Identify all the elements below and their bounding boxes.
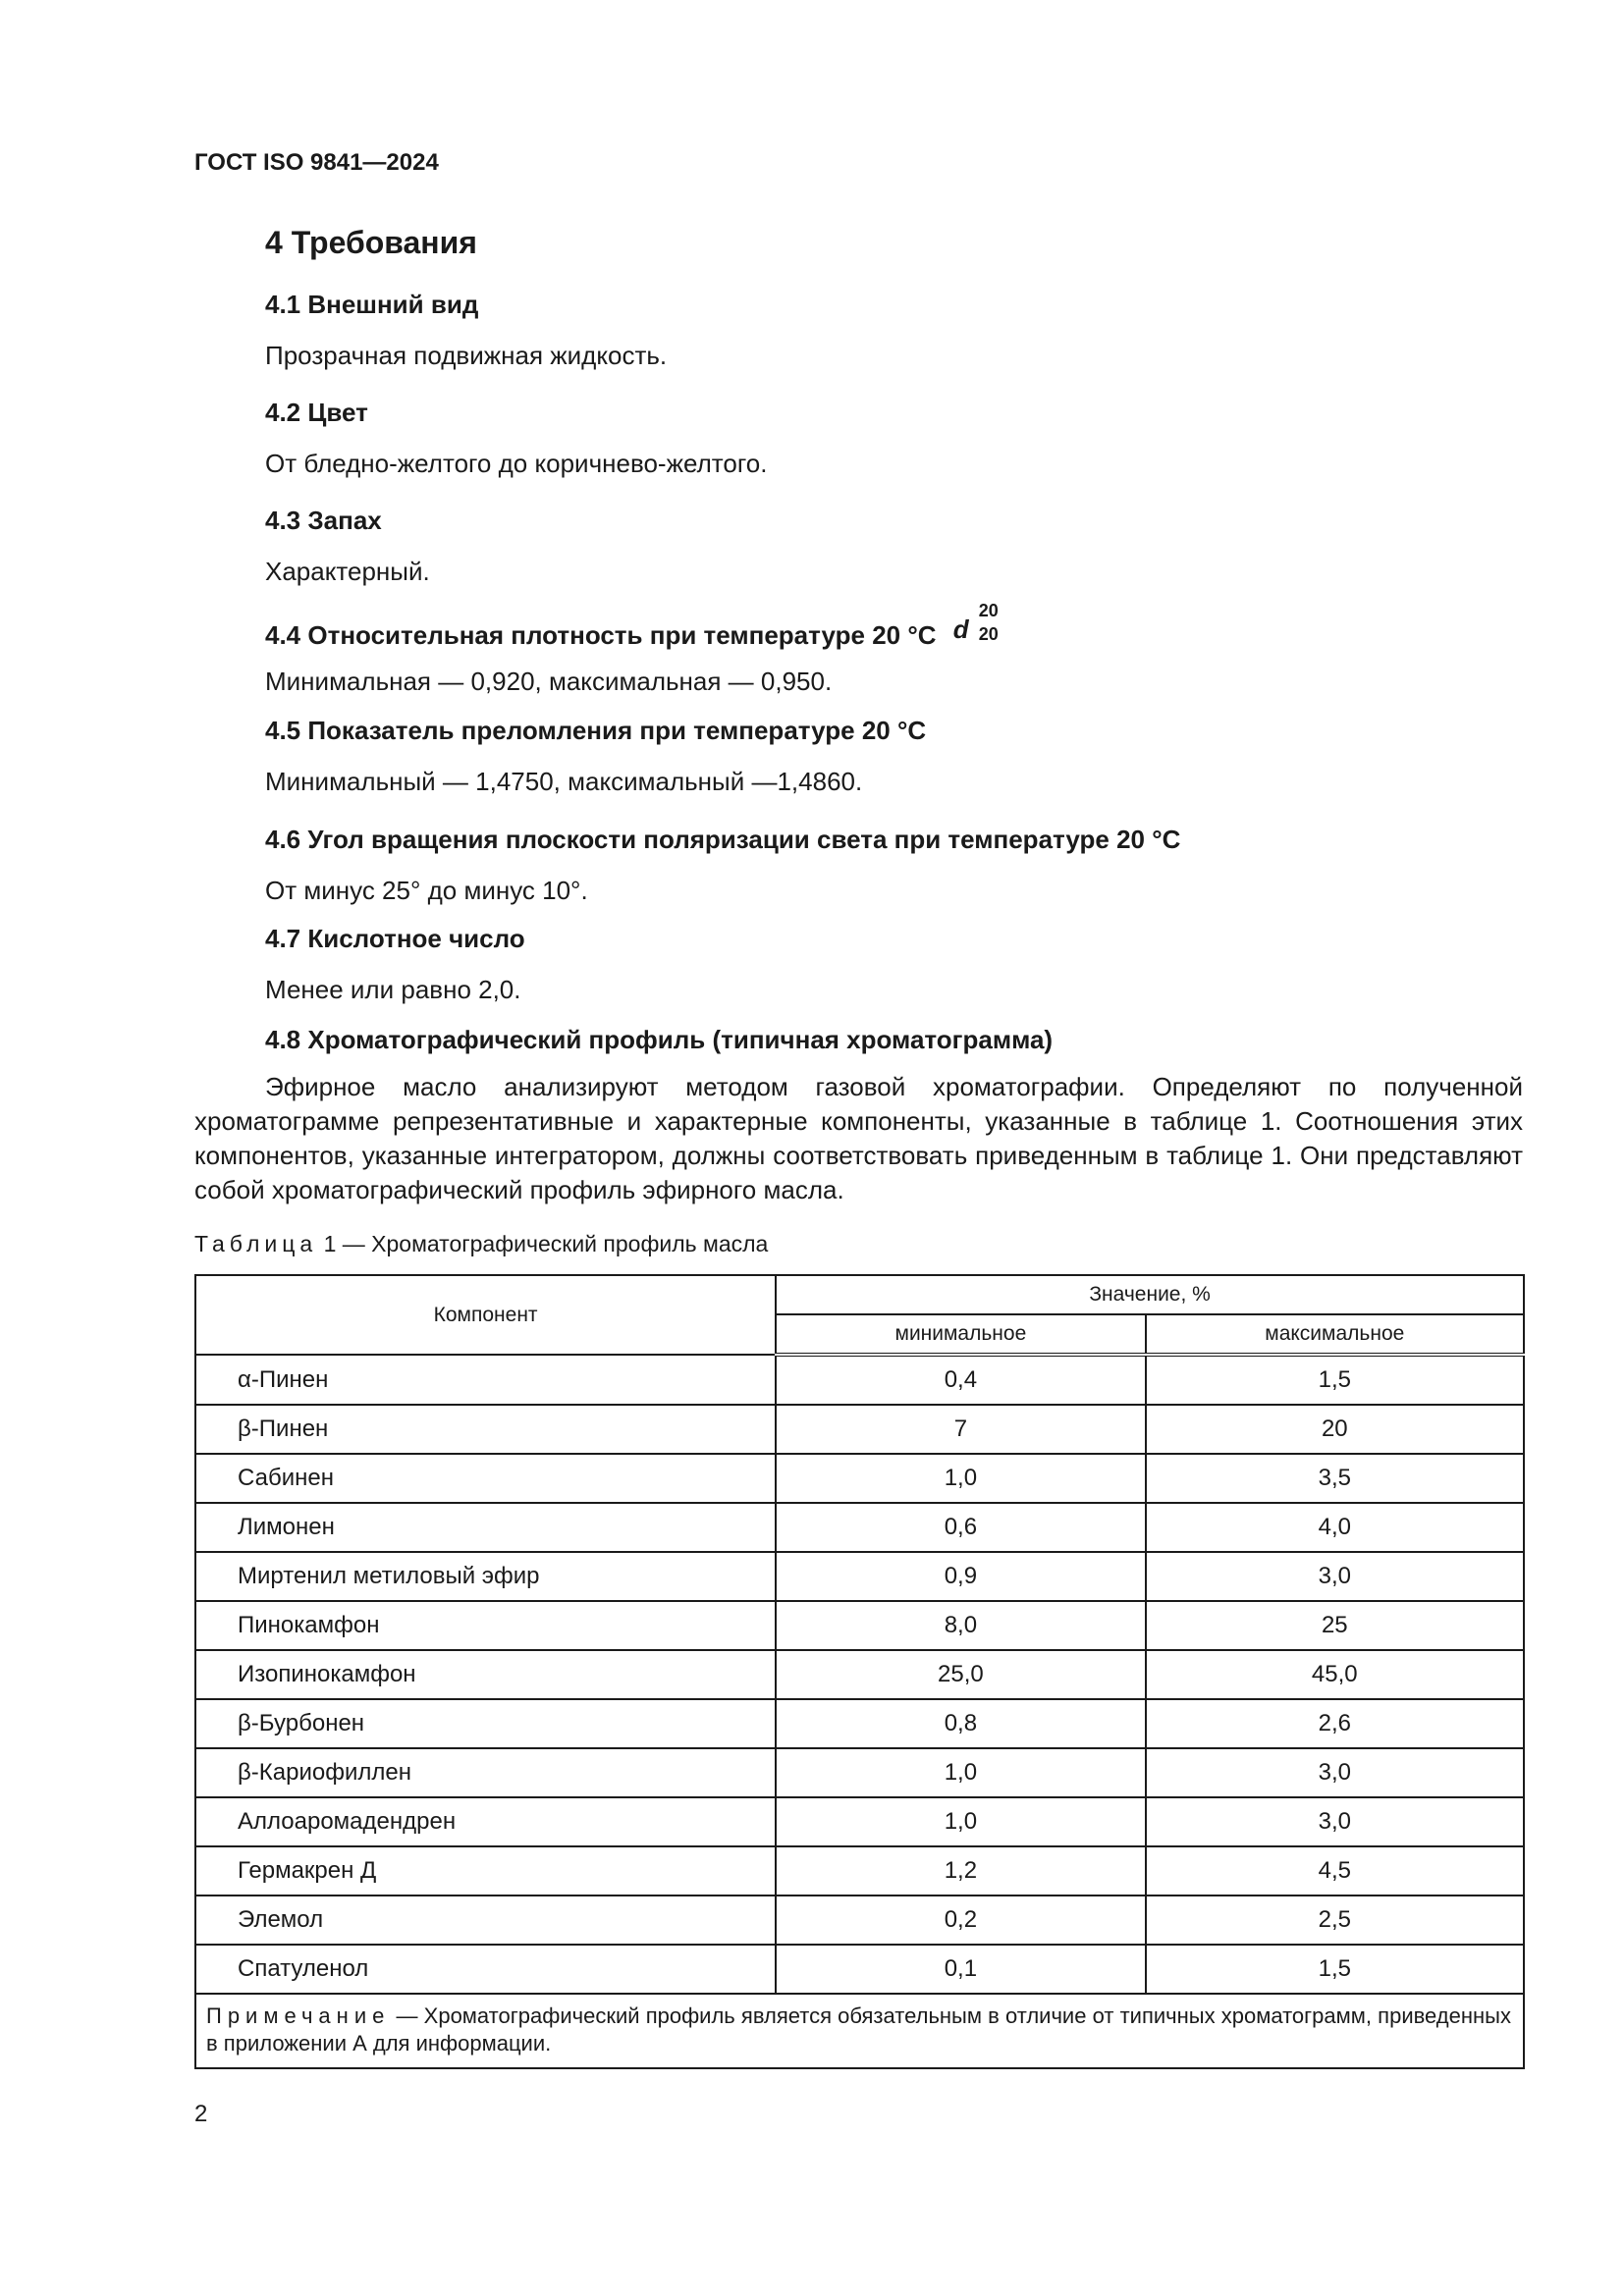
max-value: 3,0 (1146, 1552, 1524, 1601)
max-value: 2,5 (1146, 1896, 1524, 1945)
subsection-heading-4-1: 4.1 Внешний вид (265, 290, 479, 319)
max-value: 4,5 (1146, 1846, 1524, 1896)
component-name: Гермакрен Д (195, 1846, 776, 1896)
table-row (195, 1454, 1524, 1503)
min-value: 8,0 (776, 1601, 1145, 1650)
page-number: 2 (194, 2101, 208, 2127)
min-value: 1,2 (776, 1846, 1145, 1896)
max-value: 1,5 (1146, 1355, 1524, 1405)
min-value: 1,0 (776, 1454, 1145, 1503)
max-value: 4,0 (1146, 1503, 1524, 1552)
max-value: 3,5 (1146, 1454, 1524, 1503)
subsection-heading-4-5: 4.5 Показатель преломления при температуре 20 °C (265, 716, 927, 745)
table-note (195, 1994, 1524, 2068)
component-name: α-Пинен (195, 1355, 776, 1405)
component-name: Миртенил метиловый эфир (195, 1552, 776, 1601)
component-name: β-Пинен (195, 1405, 776, 1454)
density-symbol-superscript: 20 (978, 601, 999, 620)
table-note-row (195, 1994, 1524, 2068)
component-name: Аллоаромадендрен (195, 1797, 776, 1846)
max-value: 1,5 (1146, 1945, 1524, 1994)
table-row (195, 1748, 1524, 1797)
table-note-text: — Хроматографический профиль является обязательным в отличие от типичных хроматограмм, приведенных в приложении А для информации. (206, 2003, 1511, 2056)
section-title: 4 Требования (265, 225, 477, 260)
subsection-heading-4-7: 4.7 Кислотное число (265, 924, 525, 953)
min-value: 7 (776, 1405, 1145, 1454)
subsection-text-4-5: Минимальный — 1,4750, максимальный —1,4860. (265, 767, 863, 796)
component-name: Спатуленол (195, 1945, 776, 1994)
subsection-text-4-3: Характерный. (265, 557, 430, 586)
subsection-heading-4-6: 4.6 Угол вращения плоскости поляризации света при температуре 20 °C (265, 825, 1181, 854)
component-name: Изопинокамфон (195, 1650, 776, 1699)
subsection-text-4-2: От бледно-желтого до коричнево-желтого. (265, 449, 768, 478)
min-value: 0,9 (776, 1552, 1145, 1601)
table-row (195, 1503, 1524, 1552)
density-symbol (952, 601, 1006, 644)
table-row (195, 1846, 1524, 1896)
min-value: 1,0 (776, 1748, 1145, 1797)
component-name: Сабинен (195, 1454, 776, 1503)
table-caption-text: 1 — Хроматографический профиль масла (317, 1231, 769, 1256)
table-row (195, 1797, 1524, 1846)
component-name: β-Бурбонен (195, 1699, 776, 1748)
subsection-text-4-1: Прозрачная подвижная жидкость. (265, 341, 668, 370)
table-row (195, 1355, 1524, 1405)
density-symbol-subscript: 20 (978, 624, 999, 644)
min-value: 0,6 (776, 1503, 1145, 1552)
subsection-text-4-6: От минус 25° до минус 10°. (265, 876, 588, 905)
table-row (195, 1699, 1524, 1748)
min-value: 1,0 (776, 1797, 1145, 1846)
body-paragraph: Эфирное масло анализируют методом газовой хроматографии. Определяют по полученной хроматограмме репрезентативные и характерные компоненты, указанные в таблице 1. Соотношения этих компонентов, указанные интегратором, должны соответствовать приведенным в таблице 1. Они представляют собой хроматографический профиль эфирного масла. (194, 1072, 1523, 1204)
max-value: 25 (1146, 1601, 1524, 1650)
max-value: 20 (1146, 1405, 1524, 1454)
component-name: β-Кариофиллен (195, 1748, 776, 1797)
min-value: 0,8 (776, 1699, 1145, 1748)
table-row (195, 1405, 1524, 1454)
table-note-prefix: Примечание (206, 2003, 391, 2028)
document-header: ГОСТ ISO 9841—2024 (194, 149, 439, 176)
subsection-heading-4-2: 4.2 Цвет (265, 398, 368, 427)
component-name: Лимонен (195, 1503, 776, 1552)
max-value: 2,6 (1146, 1699, 1524, 1748)
density-symbol-letter: d (952, 614, 969, 644)
subsection-heading-4-8: 4.8 Хроматографический профиль (типичная хроматограмма) (265, 1025, 1054, 1054)
max-value: 3,0 (1146, 1797, 1524, 1846)
max-value: 3,0 (1146, 1748, 1524, 1797)
subsection-text-4-4: Минимальная — 0,920, максимальная — 0,950. (265, 667, 833, 696)
density-heading-text: 4.4 Относительная плотность при температуре 20 °C (265, 620, 937, 650)
table-caption-prefix: Таблица (194, 1231, 318, 1256)
table-caption (194, 1231, 768, 1257)
component-name: Элемол (195, 1896, 776, 1945)
chromatographic-profile-table (194, 1274, 1525, 2069)
table-row (195, 1650, 1524, 1699)
table-row (195, 1945, 1524, 1994)
max-value: 45,0 (1146, 1650, 1524, 1699)
min-value: 25,0 (776, 1650, 1145, 1699)
subsection-heading-4-4 (265, 601, 1006, 651)
min-value: 0,2 (776, 1896, 1145, 1945)
subsection-heading-4-3: 4.3 Запах (265, 506, 382, 535)
header-min: минимальное (776, 1314, 1145, 1355)
table-row (195, 1896, 1524, 1945)
component-name: Пинокамфон (195, 1601, 776, 1650)
header-max: максимальное (1146, 1314, 1524, 1355)
table-row (195, 1601, 1524, 1650)
table-row (195, 1552, 1524, 1601)
min-value: 0,4 (776, 1355, 1145, 1405)
min-value: 0,1 (776, 1945, 1145, 1994)
subsection-text-4-7: Менее или равно 2,0. (265, 975, 521, 1004)
header-component: Компонент (195, 1275, 776, 1355)
header-value: Значение, % (776, 1275, 1524, 1314)
